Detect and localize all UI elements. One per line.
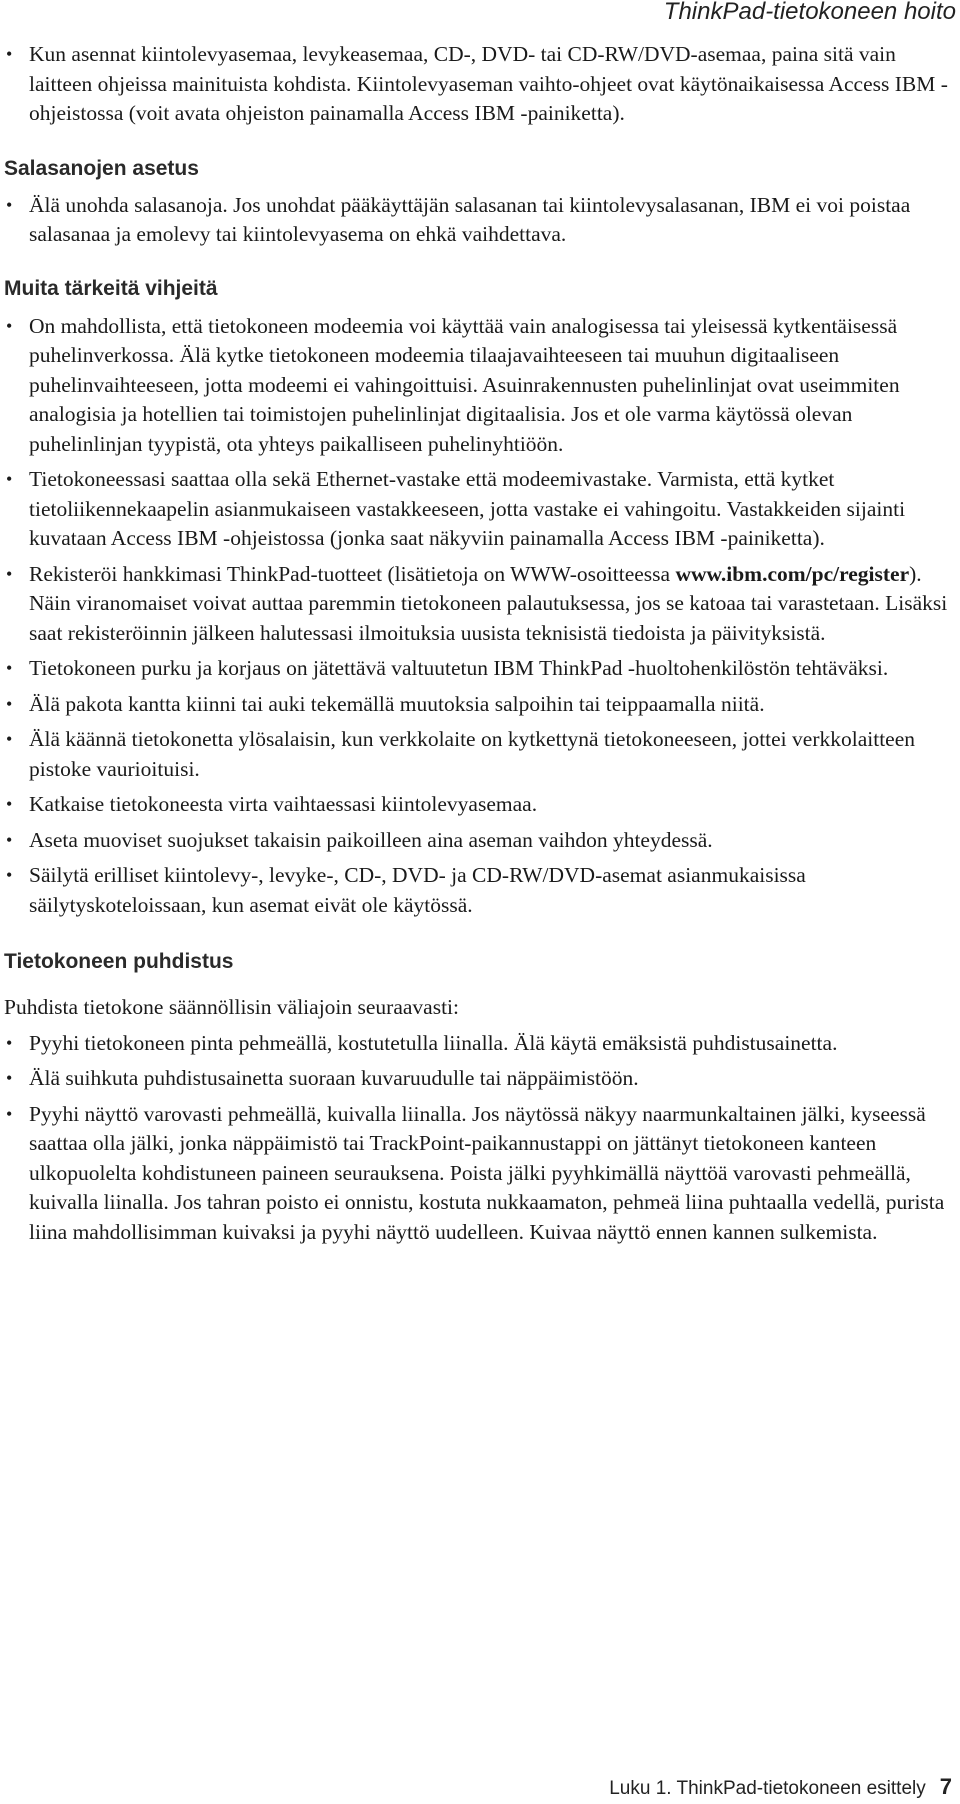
list-item: • Älä pakota kantta kiinni tai auki tekemällä muutoksia salpoihin tai teippaamalla niitä. [4, 690, 954, 720]
list-item: • Älä unohda salasanoja. Jos unohdat pääkäyttäjän salasanan tai kiintolevysalasanan, IBM ei voi poistaa salasanaa ja emolevy tai kiintolevyasema on ehkä vaihdettava. [4, 191, 954, 250]
register-url-link[interactable]: www.ibm.com/pc/register [675, 561, 910, 586]
list-item: • Älä suihkuta puhdistusainetta suoraan kuvaruudulle tai näppäimistöön. [4, 1064, 954, 1094]
list-item: • Pyyhi näyttö varovasti pehmeällä, kuivalla liinalla. Jos näytössä näkyy naarmunkaltainen jälki, kyseessä saattaa olla jälki, jonka näppäimistö tai TrackPoint-paikannustappi on jättänyt tietokoneen kanteen ulkopuolelta kohdistuneen paineen seurauksena. Poista jälki pyyhkimällä näyttöä varovasti pehmeällä, kuivalla liinalla. Jos tahran poisto ei onnistu, kostuta nukkaamaton, pehmeä liina puhtaalla vedellä, purista liina mahdollisimman kuivaksi ja pyyhi näyttö uudelleen. Kuivaa näyttö ennen kannen sulkemista. [4, 1100, 954, 1248]
list-item: • On mahdollista, että tietokoneen modeemia voi käyttää vain analogisessa tai yleisessä kytkentäisessä puhelinverkossa. Älä kytke tietokoneen modeemia tilaajavaihteeseen tai muuhun digitaaliseen puhelinvaihteeseen, jotta modeemi ei vahingoittuisi. Asuinrakennusten puhelinlinjat ovat useimmiten analogisia ja hotellien tai toimistojen puhelinlinjat digitaalisia. Jos et ole varma käytössä olevan puhelinlinjan tyypistä, ota yhteys paikalliseen puhelinyhtiöön. [4, 312, 954, 460]
puhdistus-bullet-list [4, 1029, 954, 1248]
section-heading-vihjeet: Muita tärkeitä vihjeitä [4, 276, 218, 300]
vihjeet-bullet-list [4, 312, 954, 921]
list-item: • Tietokoneen purku ja korjaus on jätettävä valtuutetun IBM ThinkPad -huoltohenkilöstön tehtäväksi. [4, 654, 954, 684]
puhdistus-intro: Puhdista tietokone säännöllisin väliajoin seuraavasti: [4, 995, 459, 1019]
salasanat-bullet-list [4, 191, 954, 250]
running-header: ThinkPad-tietokoneen hoito [663, 0, 956, 25]
list-item: • Pyyhi tietokoneen pinta pehmeällä, kostutetulla liinalla. Älä käytä emäksistä puhdistusainetta. [4, 1029, 954, 1059]
register-text-after: ). Näin viranomaiset voivat auttaa paremmin tietokoneen palautuksessa, jos se katoaa tai varastetaan. Lisäksi saat rekisteröinnin jälkeen halutessasi ilmoituksia uusista teknisistä tiedoista ja päivityksistä. [29, 561, 948, 645]
list-item: • Katkaise tietokoneesta virta vaihtaessasi kiintolevyasemaa. [4, 790, 954, 820]
section-heading-salasanat: Salasanojen asetus [4, 156, 199, 180]
list-item: • Tietokoneessasi saattaa olla sekä Ethernet-vastake että modeemivastake. Varmista, että kytket tietoliikennekaapelin asianmukaiseen vastakkeeseen, jotta vastake ei vahingoitu. Vastakkeiden sijainti kuvataan Access IBM -ohjeistossa (jonka saat näkyviin painamalla Access IBM -painiketta). [4, 465, 954, 554]
list-item-register [4, 560, 954, 649]
register-text-before: Rekisteröi hankkimasi ThinkPad-tuotteet (lisätietoja on WWW-osoitteessa [29, 561, 676, 586]
list-item: • Säilytä erilliset kiintolevy-, levyke-, CD-, DVD- ja CD-RW/DVD-asemat asianmukaisissa säilytyskoteloissaan, kun asemat eivät ole käytössä. [4, 861, 954, 920]
page-content [4, 40, 954, 1253]
list-item: • Aseta muoviset suojukset takaisin paikoilleen aina aseman vaihdon yhteydessä. [4, 826, 954, 856]
footer-chapter: Luku 1. ThinkPad-tietokoneen esittely [609, 1778, 926, 1799]
list-item: • Kun asennat kiintolevyasemaa, levykeasemaa, CD-, DVD- tai CD-RW/DVD-asemaa, paina sitä vain laitteen ohjeissa mainituista kohdista. Kiintolevyaseman vaihto-ohjeet ovat käytönaikaisessa Access IBM -ohjeistossa (voit avata ohjeiston painamalla Access IBM -painiketta). [4, 40, 954, 129]
page-number: 7 [939, 1774, 952, 1799]
list-item: • Älä käännä tietokonetta ylösalaisin, kun verkkolaite on kytkettynä tietokoneeseen, jottei verkkolaitteen pistoke vaurioituisi. [4, 725, 954, 784]
page-footer [609, 1774, 952, 1800]
section-heading-puhdistus: Tietokoneen puhdistus [4, 950, 234, 973]
top-bullet-list [4, 40, 954, 129]
